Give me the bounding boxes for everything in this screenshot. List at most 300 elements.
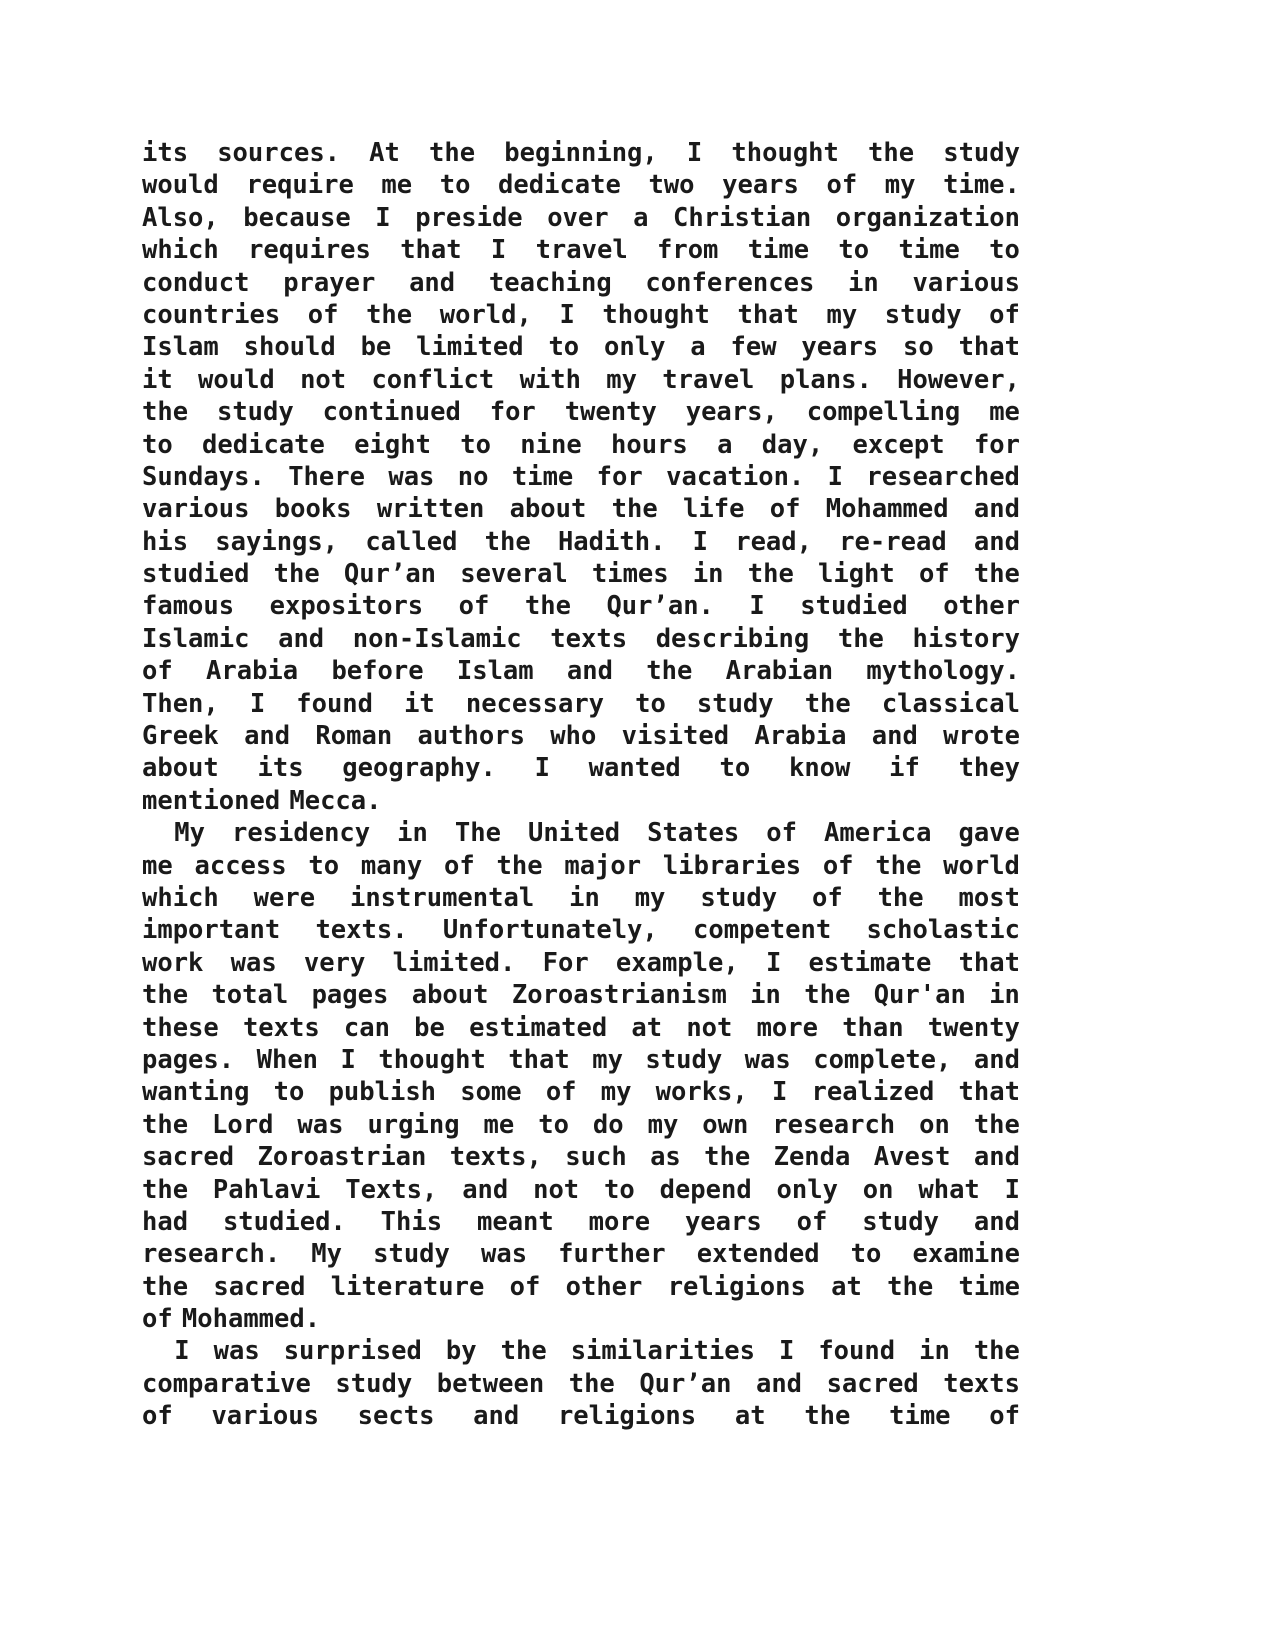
word: Islam xyxy=(142,332,219,363)
word: Roman xyxy=(315,721,393,752)
word: Avest xyxy=(873,1142,951,1173)
word: other xyxy=(943,591,1020,622)
word: of xyxy=(766,818,797,849)
text-line xyxy=(142,396,1020,428)
word: and xyxy=(462,1174,509,1205)
word: me xyxy=(483,1109,515,1140)
word: texts. xyxy=(315,915,408,946)
word: time xyxy=(889,1401,951,1432)
word: books xyxy=(274,494,352,525)
word: for xyxy=(973,429,1020,460)
word: authors xyxy=(417,721,525,752)
word: classical xyxy=(881,688,1020,719)
word: urging xyxy=(367,1109,460,1140)
word: about xyxy=(142,753,219,784)
word: travel xyxy=(535,235,628,266)
word: these xyxy=(142,1012,219,1043)
text-line xyxy=(142,1141,1020,1173)
text-line xyxy=(142,785,1020,817)
word: study xyxy=(884,299,962,330)
word: research. xyxy=(142,1239,281,1270)
text-line xyxy=(142,1368,1020,1400)
word: Also, xyxy=(142,202,219,233)
word: Qur’an xyxy=(639,1368,732,1399)
word: dedicate xyxy=(202,429,325,460)
word: Pahlavi xyxy=(212,1174,321,1205)
word: its xyxy=(257,753,304,784)
word: twenty xyxy=(927,1012,1020,1043)
word: Arabia xyxy=(754,721,847,752)
word: me xyxy=(142,850,173,881)
word: my xyxy=(606,364,637,395)
word: conflict xyxy=(371,364,495,395)
word: was xyxy=(297,1109,344,1140)
word: in xyxy=(989,980,1020,1011)
word: time. xyxy=(943,170,1020,201)
word: in xyxy=(919,1336,950,1367)
word: between xyxy=(436,1368,545,1399)
word: not xyxy=(533,1174,580,1205)
word: estimated xyxy=(469,1012,608,1043)
word: travel xyxy=(662,364,755,395)
word: Qur’an xyxy=(343,559,437,590)
word: study xyxy=(862,1206,939,1237)
word: Unfortunately, xyxy=(442,915,658,946)
word: limited. xyxy=(392,947,516,978)
word: so xyxy=(903,332,934,363)
word: the xyxy=(484,526,531,557)
text-line xyxy=(142,1400,1020,1432)
word: the xyxy=(142,1174,189,1205)
word: was xyxy=(744,1044,791,1075)
word: to xyxy=(308,850,340,881)
word: study xyxy=(700,882,778,913)
word: the xyxy=(973,559,1020,590)
word: at xyxy=(734,1401,766,1432)
word: and xyxy=(973,1142,1020,1173)
text-line xyxy=(142,590,1020,622)
text-line xyxy=(142,331,1020,363)
word: to xyxy=(719,753,751,784)
word: religions xyxy=(667,1271,806,1302)
word: was xyxy=(388,461,435,492)
word: own xyxy=(702,1109,749,1140)
word: and xyxy=(473,1401,520,1432)
word: that xyxy=(400,235,462,266)
word: continued xyxy=(322,397,461,428)
word: light xyxy=(817,559,895,590)
word: study xyxy=(216,397,294,428)
word: study xyxy=(645,1044,723,1075)
word: than xyxy=(842,1012,904,1043)
text-line xyxy=(142,688,1020,720)
word: to xyxy=(850,1239,882,1270)
word: the xyxy=(747,559,794,590)
word: Texts, xyxy=(345,1174,438,1205)
word: wanted xyxy=(588,753,681,784)
word: examine xyxy=(912,1239,1020,1270)
word: studied xyxy=(800,591,908,622)
word: and xyxy=(973,526,1020,557)
word: conferences xyxy=(645,267,815,298)
word: years, xyxy=(685,397,778,428)
word: of xyxy=(458,591,490,622)
word: Mohammed. xyxy=(181,1304,321,1335)
text-line xyxy=(142,1076,1020,1108)
text-line xyxy=(142,1271,1020,1303)
text-line xyxy=(142,720,1020,752)
word: sacred xyxy=(826,1368,919,1399)
word: on xyxy=(919,1109,950,1140)
word: and xyxy=(278,623,325,654)
word: I xyxy=(778,1336,795,1367)
word: America xyxy=(823,818,932,849)
word: more xyxy=(588,1206,651,1237)
text-line xyxy=(142,817,1020,849)
word: study xyxy=(373,1239,450,1270)
word: countries xyxy=(142,299,281,330)
word: my xyxy=(884,170,916,201)
word: limited xyxy=(416,332,524,363)
word: Mohammed xyxy=(825,494,949,525)
word: sacred xyxy=(142,1142,235,1173)
word: to xyxy=(439,170,471,201)
word: written xyxy=(376,494,485,525)
word: my xyxy=(634,882,666,913)
word: of xyxy=(989,299,1020,330)
word: me xyxy=(989,397,1020,428)
word: of xyxy=(307,299,339,330)
word: famous xyxy=(142,591,235,622)
word: found xyxy=(818,1336,896,1367)
word: hours xyxy=(611,429,688,460)
word: the xyxy=(804,980,851,1011)
word: time xyxy=(511,461,574,492)
word: only xyxy=(776,1174,838,1205)
word: Greek xyxy=(142,721,219,752)
word: At xyxy=(369,138,400,168)
word: study xyxy=(943,138,1020,168)
word: a xyxy=(690,332,706,363)
word: of xyxy=(989,1401,1020,1432)
word: various xyxy=(211,1401,319,1432)
word: the xyxy=(877,882,924,913)
word: studied. xyxy=(222,1206,346,1237)
word: and xyxy=(244,721,291,752)
word: some xyxy=(460,1077,522,1108)
word: mentioned xyxy=(142,785,281,816)
word: For xyxy=(542,947,589,978)
word: what xyxy=(918,1174,980,1205)
word: to xyxy=(538,1109,569,1140)
word: of xyxy=(822,850,854,881)
word: at xyxy=(631,1012,663,1043)
word: a xyxy=(633,202,649,233)
word: with xyxy=(519,364,581,395)
word: major xyxy=(564,850,642,881)
word: various xyxy=(912,267,1020,298)
word: the xyxy=(804,688,851,719)
word: comparative xyxy=(142,1368,311,1399)
word: gave xyxy=(958,818,1020,849)
word: was xyxy=(480,1239,528,1270)
word: the xyxy=(142,397,189,428)
word: surprised xyxy=(283,1336,422,1367)
word: of xyxy=(509,1271,541,1302)
word: instrumental xyxy=(349,882,535,913)
word: in xyxy=(848,267,879,298)
word: that xyxy=(737,299,799,330)
word: as xyxy=(650,1142,681,1173)
text-line xyxy=(142,364,1020,396)
word: I xyxy=(559,299,575,330)
word: Then, xyxy=(142,688,219,719)
word: the xyxy=(273,559,320,590)
word: very xyxy=(303,947,366,978)
word: beginning, xyxy=(504,138,658,168)
word: time xyxy=(958,1271,1020,1302)
word: the xyxy=(973,1109,1020,1140)
text-line xyxy=(142,1174,1020,1206)
word: its xyxy=(142,138,189,168)
word: the xyxy=(646,656,693,687)
word: research xyxy=(772,1109,896,1140)
word: organization xyxy=(835,202,1020,233)
text-line xyxy=(142,526,1020,558)
word: read, xyxy=(735,526,812,557)
word: of xyxy=(769,494,801,525)
word: because xyxy=(243,202,351,233)
word: thought xyxy=(731,138,839,168)
word: teaching xyxy=(488,267,612,298)
word: the xyxy=(973,1336,1020,1367)
word: example, xyxy=(615,947,739,978)
word: This xyxy=(380,1206,443,1237)
word: preside xyxy=(415,202,523,233)
word: conduct xyxy=(142,267,250,298)
word: of xyxy=(142,656,173,687)
word: that xyxy=(958,1077,1020,1108)
word: sects xyxy=(357,1401,435,1432)
word: know xyxy=(788,753,851,784)
word: my xyxy=(600,1077,632,1108)
word: in xyxy=(569,882,600,913)
word: expositors xyxy=(269,591,424,622)
text-line xyxy=(142,1044,1020,1076)
word: the xyxy=(429,138,476,168)
word: scholastic xyxy=(866,915,1020,946)
word: times xyxy=(591,559,669,590)
word: that xyxy=(508,1044,570,1075)
word: day, xyxy=(761,429,824,460)
word: religions xyxy=(557,1401,697,1432)
word: time xyxy=(898,235,960,266)
word: me xyxy=(381,170,413,201)
paragraph xyxy=(142,817,1020,1335)
word: that xyxy=(958,947,1020,978)
word: in xyxy=(397,818,428,849)
word: the xyxy=(837,623,884,654)
text-line xyxy=(142,137,1020,169)
word: pages. xyxy=(142,1044,235,1075)
word: in xyxy=(750,980,781,1011)
word: Zoroastrianism xyxy=(511,980,727,1011)
word: twenty xyxy=(564,397,657,428)
word: My xyxy=(174,818,205,849)
word: the xyxy=(887,1271,934,1302)
word: complete, xyxy=(813,1044,952,1075)
word: Islamic xyxy=(142,623,250,654)
word: Hadith. xyxy=(557,526,666,557)
word: at xyxy=(831,1271,862,1302)
word: life xyxy=(683,494,745,525)
paragraph xyxy=(142,137,1020,817)
word: mythology. xyxy=(866,656,1020,687)
word: depend xyxy=(659,1174,752,1205)
word: be xyxy=(414,1012,445,1043)
word: describing xyxy=(655,623,810,654)
word: called xyxy=(365,526,458,557)
word: of xyxy=(142,1304,173,1335)
word: do xyxy=(592,1109,624,1140)
word: world, xyxy=(439,299,532,330)
word: eight xyxy=(354,429,431,460)
word: my xyxy=(647,1109,679,1140)
word: texts xyxy=(550,623,628,654)
word: texts xyxy=(943,1368,1020,1399)
word: and xyxy=(409,267,456,298)
word: the xyxy=(142,1271,189,1302)
word: most xyxy=(958,882,1020,913)
word: for xyxy=(489,397,536,428)
text-line xyxy=(142,1012,1020,1044)
text-line xyxy=(142,429,1020,461)
word: over xyxy=(547,202,609,233)
word: the xyxy=(366,299,413,330)
word: except xyxy=(852,429,945,460)
word: However, xyxy=(897,364,1020,395)
text-line xyxy=(142,558,1020,590)
word: estimate xyxy=(808,947,932,978)
text-line xyxy=(142,882,1020,914)
word: literature xyxy=(330,1271,485,1302)
word: Islam xyxy=(456,656,534,687)
word: dedicate xyxy=(498,170,621,201)
word: require xyxy=(246,170,354,201)
word: of xyxy=(142,1401,173,1432)
word: of xyxy=(444,850,475,881)
word: few xyxy=(730,332,777,363)
word: to xyxy=(989,235,1020,266)
word: works, xyxy=(655,1077,748,1108)
word: to xyxy=(460,429,491,460)
word: of xyxy=(826,170,858,201)
word: important xyxy=(142,915,281,946)
word: I xyxy=(249,688,266,719)
word: to xyxy=(604,1174,635,1205)
word: to xyxy=(273,1077,305,1108)
word: necessary xyxy=(465,688,605,719)
text-line xyxy=(142,299,1020,331)
word: The xyxy=(454,818,501,849)
word: researched xyxy=(866,461,1020,492)
word: Arabian xyxy=(725,656,834,687)
word: it xyxy=(142,364,173,395)
word: work xyxy=(142,947,204,978)
text-line xyxy=(142,655,1020,687)
word: a xyxy=(717,429,733,460)
word: texts, xyxy=(449,1142,542,1173)
word: I xyxy=(686,138,703,168)
word: the xyxy=(142,980,189,1011)
word: before xyxy=(331,656,424,687)
text-line xyxy=(142,493,1020,525)
word: had xyxy=(142,1206,189,1237)
word: the xyxy=(804,1401,851,1432)
word: other xyxy=(565,1271,643,1302)
word: and xyxy=(566,656,613,687)
word: to xyxy=(635,688,666,719)
word: and xyxy=(755,1368,803,1399)
word: United xyxy=(527,818,621,849)
word: thought xyxy=(378,1044,486,1075)
word: the xyxy=(704,1142,751,1173)
word: Sundays. xyxy=(142,461,265,492)
word: access xyxy=(194,850,287,881)
word: similarities xyxy=(570,1336,755,1367)
word: my xyxy=(826,299,858,330)
word: the xyxy=(568,1368,615,1399)
word: not xyxy=(300,364,347,395)
word: would xyxy=(142,170,219,201)
word: to xyxy=(142,429,173,460)
word: found xyxy=(296,688,374,719)
word: the xyxy=(500,1336,547,1367)
word: realized xyxy=(811,1077,935,1108)
word: wrote xyxy=(943,721,1020,752)
word: sources. xyxy=(217,138,341,168)
text-line xyxy=(142,623,1020,655)
word: Zenda xyxy=(773,1142,851,1173)
word: world xyxy=(943,850,1020,881)
text-line xyxy=(142,202,1020,234)
word: meant xyxy=(476,1206,554,1237)
word: who xyxy=(550,721,597,752)
word: non-Islamic xyxy=(352,623,522,654)
word: libraries xyxy=(662,850,802,881)
word: and xyxy=(973,1044,1020,1075)
text-line xyxy=(142,1238,1020,1270)
text-line xyxy=(142,1335,1020,1367)
word: My xyxy=(311,1239,342,1270)
word: There xyxy=(288,461,365,492)
word: study xyxy=(335,1368,413,1399)
word: When xyxy=(256,1044,319,1075)
text-line xyxy=(142,850,1020,882)
text-line xyxy=(142,1303,1020,1335)
word: further xyxy=(558,1239,666,1270)
word: competent xyxy=(693,915,832,946)
word: studied xyxy=(142,559,250,590)
word: prayer xyxy=(283,267,376,298)
word: compelling xyxy=(806,397,961,428)
word: many xyxy=(360,850,423,881)
word: I xyxy=(827,461,844,492)
word: of xyxy=(545,1077,577,1108)
word: which xyxy=(142,235,219,266)
word: I xyxy=(174,1336,190,1367)
word: geography. xyxy=(342,753,496,784)
